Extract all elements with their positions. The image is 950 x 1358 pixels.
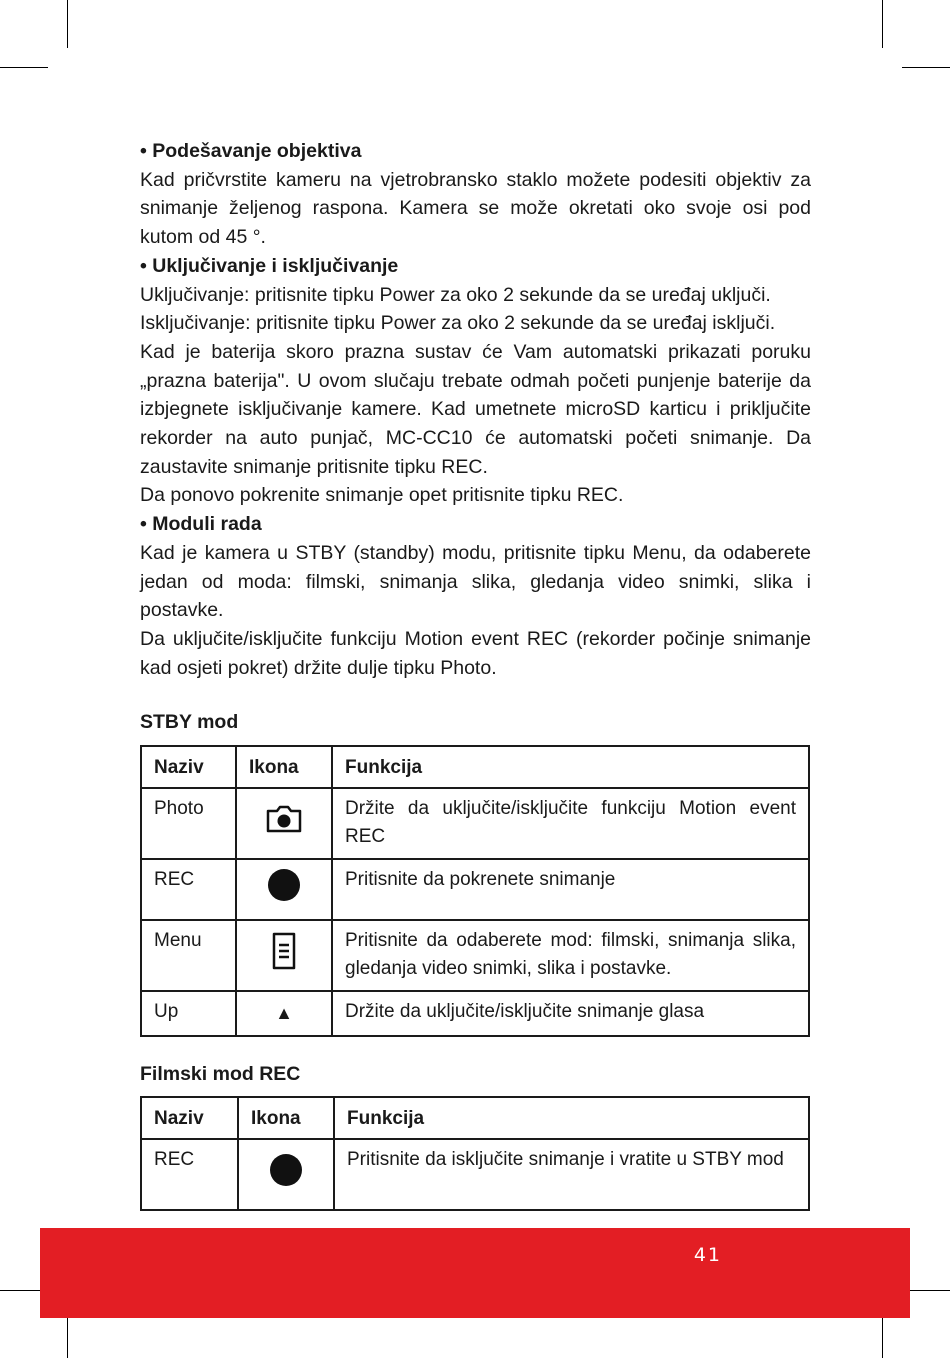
menu-icon (269, 955, 299, 976)
name-cell: REC (141, 859, 236, 920)
function-cell: Pritisnite da isključite snimanje i vratite u STBY mod (334, 1139, 809, 1210)
column-header: Funkcija (334, 1097, 809, 1139)
paragraph: Isključivanje: pritisnite tipku Power za oko 2 sekunde da se uređaj isključi. (140, 312, 776, 335)
table-row (141, 991, 809, 1036)
table-row (141, 788, 809, 859)
record-dot-icon (268, 869, 300, 901)
name-cell: Menu (141, 920, 236, 991)
column-header: Ikona (238, 1097, 334, 1139)
record-dot-icon (270, 1154, 302, 1186)
icon-cell (236, 991, 332, 1036)
crop-mark (902, 67, 950, 68)
camera-icon (264, 818, 304, 839)
function-cell: Pritisnite da odaberete mod: filmski, snimanja slika, gledanja video snimki, slika i postavke. (332, 920, 809, 991)
paragraph: Kad je baterija skoro prazna sustav će Vam automatski prikazati poruku „prazna baterija". U ovom slučaju trebate odmah početi punjenje baterije da izbjegnete isključivanje kamere. Kad umetnete microSD karticu i priključite rekorder na auto punjač, MC-CC10 će automatski početi snimanje. Da zaustavite snimanje pritisnite tipku REC. (140, 340, 811, 478)
crop-mark (882, 0, 883, 48)
crop-mark (67, 0, 68, 48)
column-header: Naziv (141, 1097, 238, 1139)
name-cell: REC (141, 1139, 238, 1210)
column-header: Ikona (236, 746, 332, 788)
paragraph: Da uključite/isključite funkciju Motion event REC (rekorder počinje snimanje kad osjeti pokret) držite dulje tipku Photo. (140, 627, 811, 679)
body-text (140, 137, 811, 682)
icon-cell (236, 859, 332, 920)
footer-bar (40, 1228, 910, 1318)
paragraph: Uključivanje: pritisnite tipku Power za oko 2 sekunde da se uređaj uključi. (140, 283, 771, 306)
function-cell: Pritisnite da pokrenete snimanje (332, 859, 809, 920)
section-heading: • Uključivanje i isključivanje (140, 254, 399, 277)
function-cell: Držite da uključite/isključite funkciju Motion event REC (332, 788, 809, 859)
name-cell: Up (141, 991, 236, 1036)
table-header-row (141, 1097, 809, 1139)
column-header: Funkcija (332, 746, 809, 788)
table-row (141, 859, 809, 920)
movie-mode-rec-table (140, 1096, 810, 1211)
name-cell: Photo (141, 788, 236, 859)
table-title: STBY mod (140, 711, 239, 733)
section-heading: • Moduli rada (140, 513, 262, 536)
column-header: Naziv (141, 746, 236, 788)
table-row (141, 1139, 809, 1210)
crop-mark (0, 67, 48, 68)
paragraph: Kad je kamera u STBY (standby) modu, pritisnite tipku Menu, da odaberete jedan od moda: filmski, snimanja slika, gledanja video snimki, slika i postavke. (140, 541, 811, 622)
section-heading: • Podešavanje objektiva (140, 140, 362, 162)
table-title: Filmski mod REC (140, 1063, 301, 1085)
table-row (141, 920, 809, 991)
function-cell: Držite da uključite/isključite snimanje glasa (332, 991, 809, 1036)
icon-cell (238, 1139, 334, 1210)
paragraph: Da ponovo pokrenite snimanje opet pritisnite tipku REC. (140, 484, 624, 507)
paragraph: Kad pričvrstite kameru na vjetrobransko staklo možete podesiti objektiv za snimanje željenog raspona. Kamera se može okretati oko svoje osi pod kutom od 45 °. (140, 168, 811, 249)
page-number: 41 (693, 1244, 722, 1266)
table-header-row (141, 746, 809, 788)
up-triangle-icon: ▲ (275, 1002, 293, 1023)
icon-cell (236, 920, 332, 991)
stby-mode-table (140, 745, 810, 1037)
icon-cell (236, 788, 332, 859)
